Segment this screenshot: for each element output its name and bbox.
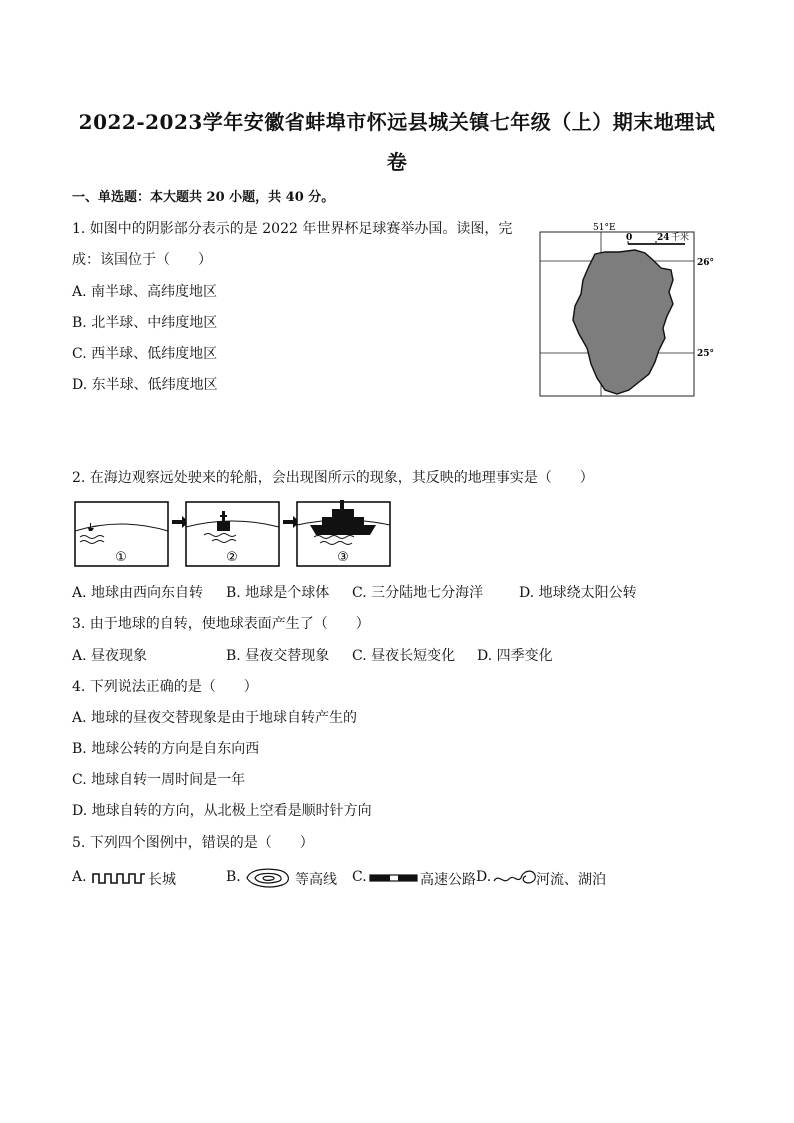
latitude-25-label: 25° [697,349,715,359]
contour-legend-icon [244,867,294,889]
q3-option-c: C. 昼夜长短变化 [352,648,456,664]
ship-sequence-figure [74,497,394,569]
panel-2-label: ② [226,550,238,565]
q3-option-b: B. 昼夜交替现象 [226,648,330,664]
q1-option-d: D. 东半球、低纬度地区 [72,377,218,393]
q5-option-b-prefix: B. [226,869,241,885]
great-wall-legend-icon [92,870,146,886]
q2-option-d: D. 地球绕太阳公转 [519,585,637,601]
river-lake-legend-icon [493,867,537,889]
q3-option-a: A. 昼夜现象 [72,648,148,664]
q1-option-c: C. 西半球、低纬度地区 [72,346,218,362]
scale-zero-label: 0 [626,233,633,243]
title-line-1: 2022-2023学年安徽省蚌埠市怀远县城关镇七年级（上）期末地理试 [78,110,716,134]
panel-1 [75,502,168,566]
q2-stem: 2. 在海边观察远处驶来的轮船，会出现图所示的现象，其反映的地理事实是（ ） [72,470,594,486]
longitude-label: 51°E [593,223,616,233]
qatar-map [539,222,719,398]
panel-3-label: ③ [337,550,349,565]
q5-option-b-label: 等高线 [295,872,337,888]
page-title [70,102,724,182]
title-line-2: 卷 [386,150,408,174]
q1-stem-line-1: 1. 如图中的阴影部分表示的是 2022 年世界杯足球赛举办国。读图，完 [72,221,513,237]
q2-option-c: C. 三分陆地七分海洋 [352,585,484,601]
panel-1-label: ① [115,550,127,565]
q4-option-a: A. 地球的昼夜交替现象是由于地球自转产生的 [72,710,358,726]
q5-option-c-label: 高速公路 [420,872,476,888]
ship-upper-part [217,521,230,531]
latitude-26-label: 26° [697,258,715,268]
q1-stem-line-2: 成：该国位于（ ） [72,252,212,268]
q4-option-c: C. 地球自转一周时间是一年 [72,772,246,788]
section-heading: 一、单选题：本大题共 20 小题，共 40 分。 [72,190,335,205]
q5-option-a-prefix: A. [72,869,87,885]
q5-option-c-prefix: C. [352,869,367,885]
q5-option-a-label: 长城 [148,872,176,888]
panel-3 [297,500,390,566]
q2-option-b: B. 地球是个球体 [226,585,330,601]
q3-option-d: D. 四季变化 [477,648,553,664]
expressway-legend-icon [369,872,419,884]
q3-stem: 3. 由于地球的自转，使地球表面产生了（ ） [72,616,370,632]
scale-unit-label: 千米 [671,233,690,243]
q5-option-d-label: 河流、湖泊 [536,872,606,888]
q4-stem: 4. 下列说法正确的是（ ） [72,679,258,695]
qatar-shape [573,250,673,394]
q1-option-b: B. 北半球、中纬度地区 [72,315,218,331]
q1-option-a: A. 南半球、高纬度地区 [72,284,218,300]
panel-2 [186,502,279,566]
q5-stem: 5. 下列四个图例中，错误的是（ ） [72,835,314,851]
q2-option-a: A. 地球由西向东自转 [72,585,204,601]
q4-option-b: B. 地球公转的方向是自东向西 [72,741,260,757]
q4-option-d: D. 地球自转的方向，从北极上空看是顺时针方向 [72,803,372,819]
scale-value-label: 24 [657,233,670,243]
q5-option-d-prefix: D. [476,869,492,885]
